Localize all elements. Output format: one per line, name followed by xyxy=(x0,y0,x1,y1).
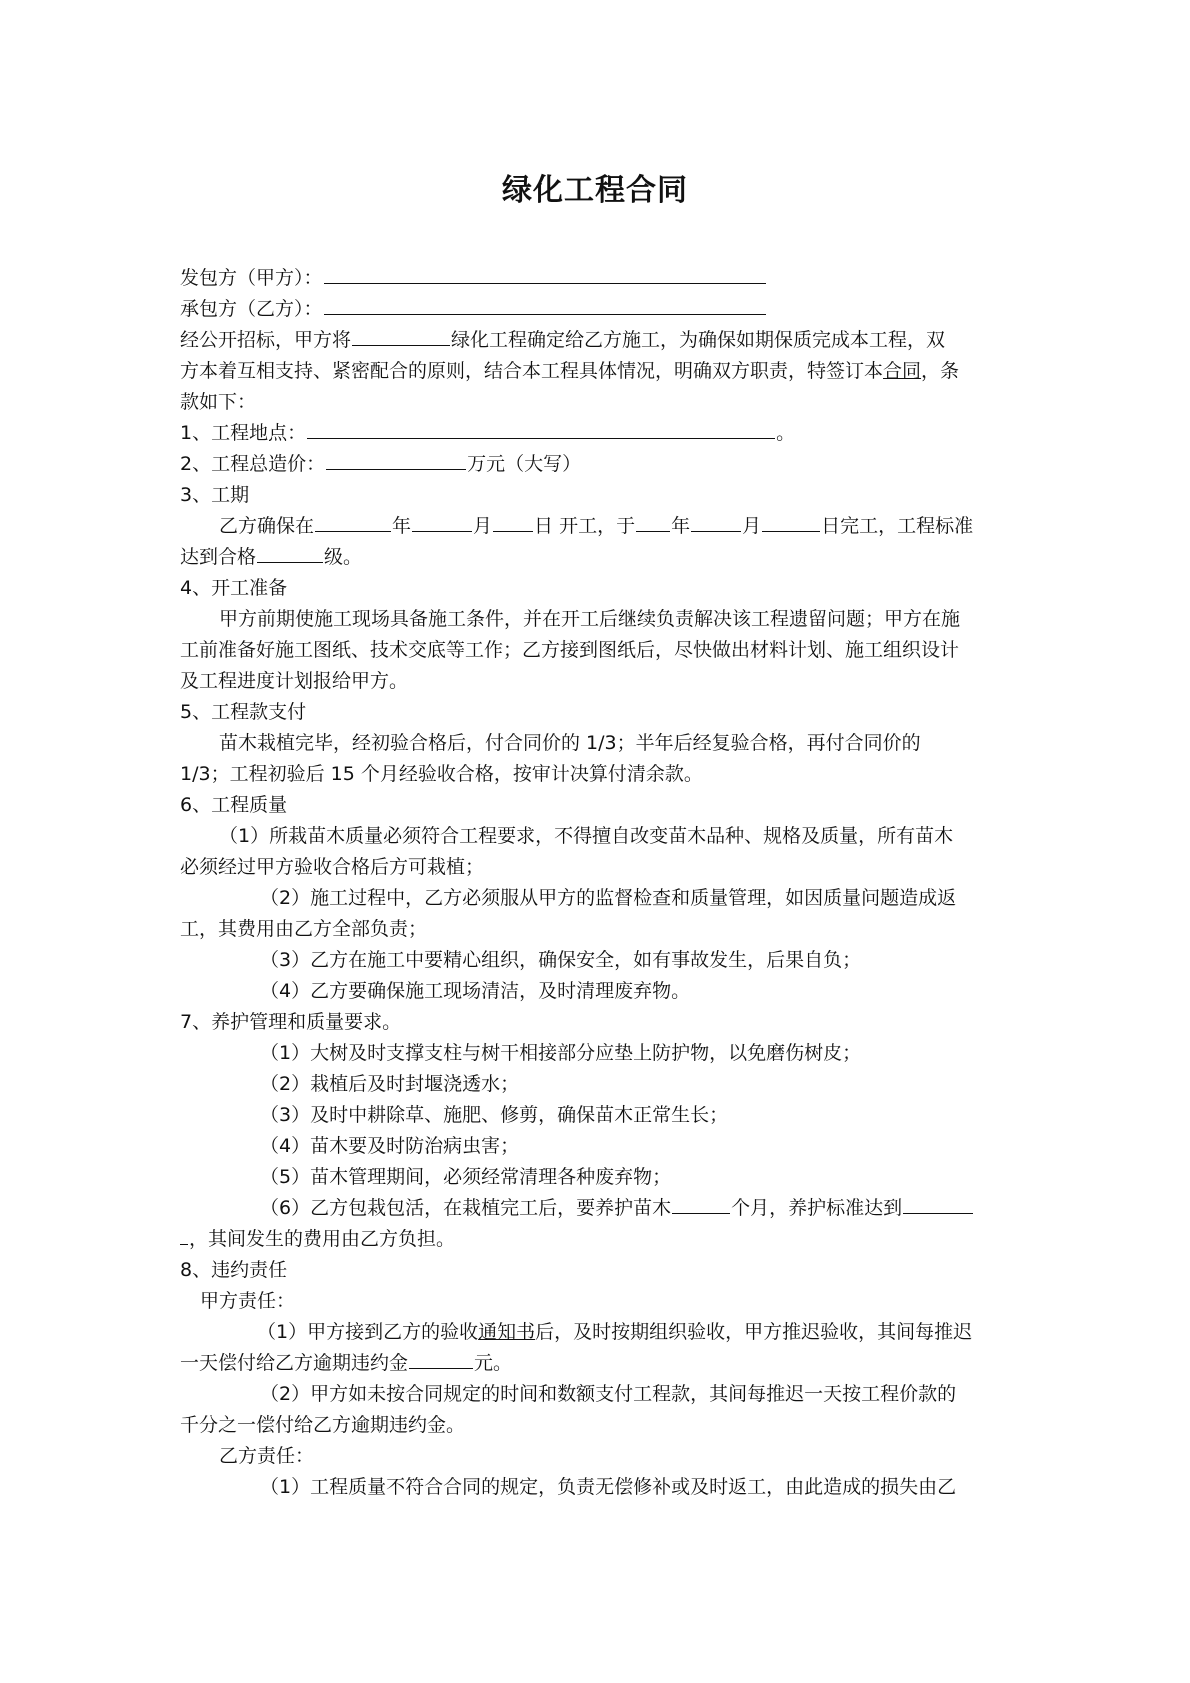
end-year-blank[interactable] xyxy=(636,511,670,532)
maintenance-months-blank[interactable] xyxy=(672,1193,730,1214)
prep-line-2: 工前准备好施工图纸、技术交底等工作；乙方接到图纸后，尽快做出材料计划、施工组织设计 xyxy=(180,639,960,661)
party-a-line xyxy=(180,263,1010,294)
location-label: 1、工程地点： xyxy=(180,422,307,444)
maintenance-standard-blank-cont[interactable] xyxy=(180,1224,188,1245)
maintenance-item-3: （3）及时中耕除草、施肥、修剪，确保苗木正常生长； xyxy=(260,1104,729,1126)
quality-item-1b: 必须经过甲方验收合格后方可栽植； xyxy=(180,856,485,878)
location-blank[interactable] xyxy=(307,418,775,439)
penalty-amount-blank[interactable] xyxy=(409,1348,473,1369)
end-month-blank[interactable] xyxy=(691,511,741,532)
intro-text: ，条 xyxy=(921,360,960,382)
maintenance-item-5: （5）苗木管理期间，必须经常清理各种废弃物； xyxy=(260,1166,672,1188)
section-2-price xyxy=(180,449,1010,480)
section-7-title: 7、养护管理和质量要求。 xyxy=(180,1011,402,1033)
price-unit: 万元（大写） xyxy=(467,453,582,475)
schedule-line-2 xyxy=(180,542,1010,573)
intro-line-2 xyxy=(180,356,1010,387)
quality-item-4: （4）乙方要确保施工现场清洁，及时清理废弃物。 xyxy=(260,980,691,1002)
document-title: 绿化工程合同 xyxy=(502,173,688,208)
duty-text: 一天偿付给乙方逾期违约金 xyxy=(180,1352,409,1374)
maintenance-item-6 xyxy=(260,1193,1020,1224)
start-month-blank[interactable] xyxy=(412,511,472,532)
month-label: 月 xyxy=(473,515,493,537)
intro-text: 方本着互相支持、紧密配合的原则，结合本工程具体情况，明确双方职责，特签订本 xyxy=(180,360,884,382)
duty-text: 元。 xyxy=(474,1352,513,1374)
duty-text: 后，及时按期组织验收，甲方推迟验收，其间每推迟 xyxy=(535,1321,973,1343)
price-blank[interactable] xyxy=(326,449,466,470)
project-name-blank[interactable] xyxy=(352,325,450,346)
month-label: 月 xyxy=(742,515,762,537)
maintenance-item-2: （2）栽植后及时封堰浇透水； xyxy=(260,1073,520,1095)
prep-line-1: 甲方前期使施工现场具备施工条件，并在开工后继续负责解决该工程遗留问题；甲方在施 xyxy=(219,608,961,630)
quality-item-2a: （2）施工过程中，乙方必须服从甲方的监督检查和质量管理，如因质量问题造成返 xyxy=(260,887,957,909)
maintenance-text: ，其间发生的费用由乙方负担。 xyxy=(189,1228,456,1250)
section-8-title: 8、违约责任 xyxy=(180,1259,288,1281)
intro-text: 绿化工程确定给乙方施工，为确保如期保质完成本工程，双 xyxy=(451,329,946,351)
intro-text: 经公开招标，甲方将 xyxy=(180,329,352,351)
price-label: 2、工程总造价： xyxy=(180,453,326,475)
schedule-text: 日 开工，于 xyxy=(534,515,636,537)
grade-text: 达到合格 xyxy=(180,546,257,568)
quality-item-1a: （1）所栽苗木质量必须符合工程要求，不得擅自改变苗木品种、规格及质量，所有苗木 xyxy=(219,825,954,847)
start-year-blank[interactable] xyxy=(315,511,391,532)
party-b-duty-1: （1）工程质量不符合合同的规定，负责无偿修补或及时返工，由此造成的损失由乙 xyxy=(260,1476,957,1498)
maintenance-item-1: （1）大树及时支撑支柱与树干相接部分应垫上防护物，以免磨伤树皮； xyxy=(260,1042,862,1064)
contract-link[interactable]: 合同 xyxy=(883,360,922,382)
section-1-location xyxy=(180,418,1010,449)
party-b-line xyxy=(180,294,1010,325)
party-a-duty-1b xyxy=(180,1348,1010,1379)
schedule-text: 乙方确保在 xyxy=(219,515,315,537)
maintenance-standard-blank[interactable] xyxy=(903,1193,973,1214)
intro-line-1 xyxy=(180,325,1010,356)
party-a-duty-title: 甲方责任： xyxy=(200,1290,296,1312)
party-a-label: 发包方（甲方）： xyxy=(180,267,323,289)
location-end: 。 xyxy=(776,422,796,444)
year-label: 年 xyxy=(392,515,412,537)
section-4-title: 4、开工准备 xyxy=(180,577,288,599)
end-day-blank[interactable] xyxy=(762,511,820,532)
start-day-blank[interactable] xyxy=(493,511,533,532)
party-a-blank[interactable] xyxy=(324,263,766,284)
payment-line-1: 苗木栽植完毕，经初验合格后，付合同价的 1/3；半年后经复验合格，再付合同价的 xyxy=(219,732,921,754)
grade-text: 级。 xyxy=(324,546,363,568)
party-a-duty-1a xyxy=(257,1317,1017,1348)
party-a-duty-2b: 千分之一偿付给乙方逾期违约金。 xyxy=(180,1414,466,1436)
schedule-text: 日完工，工程标准 xyxy=(821,515,974,537)
section-6-title: 6、工程质量 xyxy=(180,794,288,816)
maintenance-text: （6）乙方包栽包活，在栽植完工后，要养护苗木 xyxy=(260,1197,672,1219)
maintenance-text: 个月，养护标准达到 xyxy=(731,1197,903,1219)
party-b-label: 承包方（乙方）： xyxy=(180,298,323,320)
year-label: 年 xyxy=(671,515,691,537)
section-3-title: 3、工期 xyxy=(180,484,250,506)
grade-blank[interactable] xyxy=(257,542,323,563)
quality-item-3: （3）乙方在施工中要精心组织，确保安全，如有事故发生，后果自负； xyxy=(260,949,862,971)
notice-link[interactable]: 通知书 xyxy=(478,1321,536,1343)
payment-line-2: 1/3；工程初验后 15 个月经验收合格，按审计决算付清余款。 xyxy=(180,763,703,785)
party-b-duty-title: 乙方责任： xyxy=(219,1445,315,1467)
duty-text: （1）甲方接到乙方的验收 xyxy=(257,1321,479,1343)
schedule-line-1 xyxy=(219,511,1019,542)
intro-line-3: 款如下： xyxy=(180,391,257,413)
prep-line-3: 及工程进度计划报给甲方。 xyxy=(180,670,409,692)
party-a-duty-2a: （2）甲方如未按合同规定的时间和数额支付工程款，其间每推迟一天按工程价款的 xyxy=(260,1383,957,1405)
quality-item-2b: 工，其费用由乙方全部负责； xyxy=(180,918,428,940)
section-5-title: 5、工程款支付 xyxy=(180,701,307,723)
maintenance-item-4: （4）苗木要及时防治病虫害； xyxy=(260,1135,520,1157)
party-b-blank[interactable] xyxy=(324,294,766,315)
maintenance-item-6b xyxy=(180,1224,1010,1255)
